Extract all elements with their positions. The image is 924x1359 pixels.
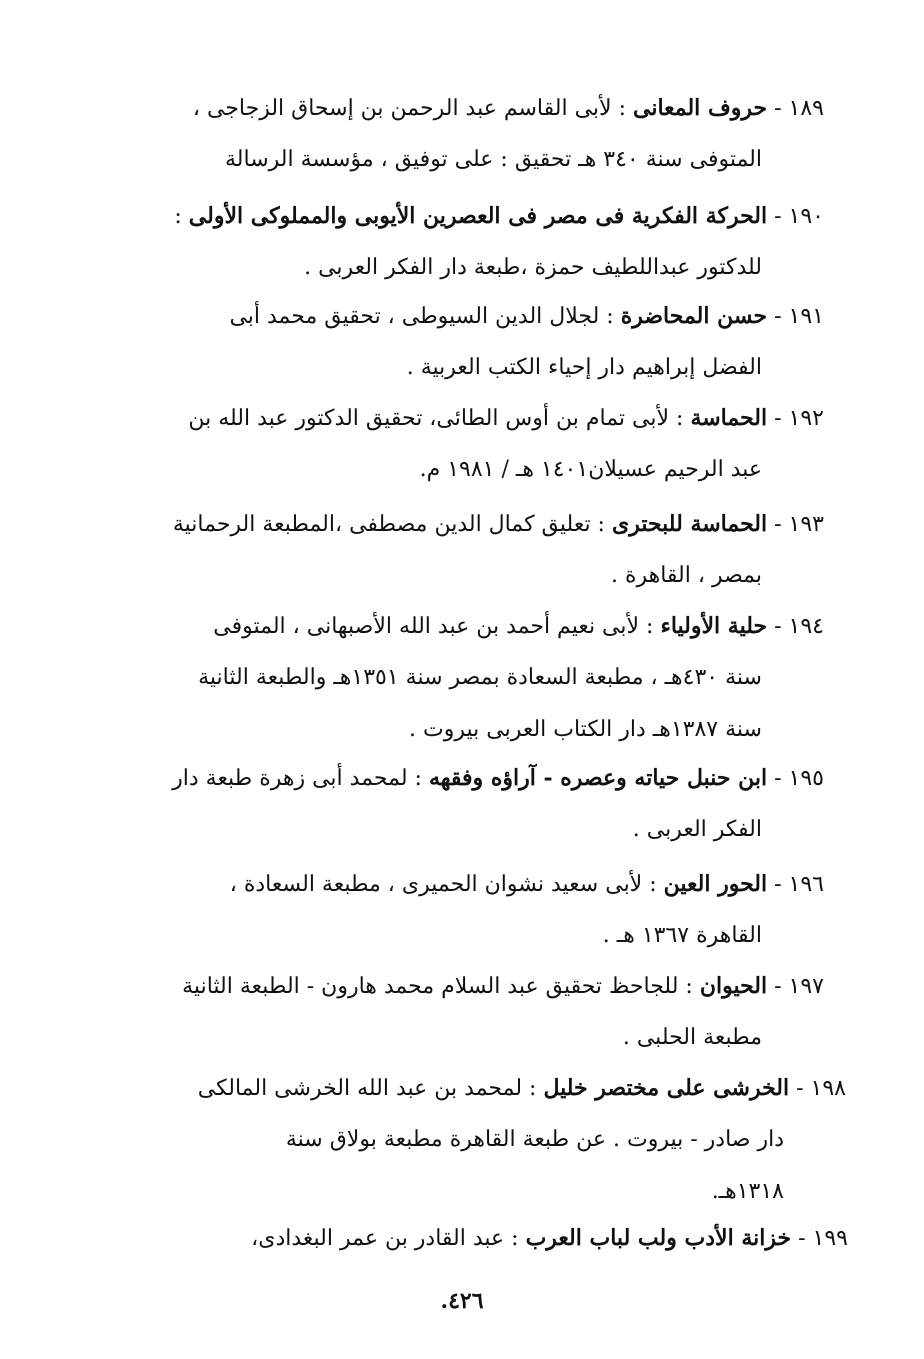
entry-first-line: [134, 960, 824, 1012]
entry-title: الحركة الفكرية فى مصر فى العصرين الأيوبى والمملوكى الأولى: [188, 203, 768, 229]
entry-text: : لجلال الدين السيوطى ، تحقيق محمد أبى: [229, 304, 621, 329]
entry-dash: -: [767, 974, 789, 999]
bib-entry-198: [134, 1062, 846, 1218]
entry-dash: -: [767, 406, 789, 431]
entry-number: ١٩٩: [812, 1226, 848, 1251]
entry-dash: -: [767, 204, 789, 229]
entry-number: ١٩٣: [788, 512, 824, 537]
entry-first-line: [134, 290, 824, 342]
entry-dash: -: [789, 1076, 811, 1101]
entry-continuation: بمصر ، القاهرة .: [610, 563, 762, 588]
entry-dash: -: [791, 1226, 813, 1251]
entry-text: :: [174, 204, 189, 229]
bib-entry-197: [134, 960, 824, 1064]
page-number: ٤٢٦.: [440, 1288, 484, 1314]
entry-title: حروف المعانى: [632, 95, 768, 121]
entry-number: ١٩٧: [788, 974, 824, 999]
entry-title: خزانة الأدب ولب لباب العرب: [525, 1225, 792, 1251]
entry-first-line: [134, 498, 824, 550]
entry-first-line: [134, 1212, 848, 1264]
entry-first-line: [134, 600, 824, 652]
entry-first-line: [134, 190, 824, 242]
entry-dash: -: [767, 304, 789, 329]
entry-continuation: القاهرة ١٣٦٧ هـ .: [602, 923, 762, 948]
entry-continuation: للدكتور عبداللطيف حمزة ،طبعة دار الفكر العربى .: [304, 255, 762, 280]
entry-number: ١٩٤: [788, 614, 824, 639]
entry-text: : عبد القادر بن عمر البغدادى،: [251, 1226, 526, 1251]
entry-text: : تعليق كمال الدين مصطفى ،المطبعة الرحمانية: [172, 512, 612, 537]
entry-title: الخرشى على مختصر خليل: [543, 1075, 790, 1101]
entry-title: الحيوان: [699, 973, 768, 999]
entry-text: : لأبى نعيم أحمد بن عبد الله الأصبهانى ، المتوفى: [213, 614, 661, 639]
entry-text: : لأبى تمام بن أوس الطائى، تحقيق الدكتور عبد الله بن: [188, 406, 691, 431]
entry-first-line: [134, 82, 824, 134]
entry-first-line: [134, 752, 824, 804]
entry-text: : لأبى القاسم عبد الرحمن بن إسحاق الزجاجى ،: [192, 96, 633, 121]
bib-entry-189: [134, 82, 824, 186]
bib-entry-195: [134, 752, 824, 856]
entry-number: ١٩٨: [810, 1076, 846, 1101]
entry-first-line: [134, 858, 824, 910]
entry-dash: -: [767, 766, 789, 791]
entry-text: : لأبى سعيد نشوان الحميرى ، مطبعة السعادة ،: [229, 872, 664, 897]
entry-continuation: دار صادر - بيروت . عن طبعة القاهرة مطبعة بولاق سنة: [285, 1127, 784, 1152]
entry-number: ١٩٢: [788, 406, 824, 431]
entry-title: الحماسة للبحترى: [611, 511, 768, 537]
entry-continuation: المتوفى سنة ٣٤٠ هـ تحقيق : على توفيق ، مؤسسة الرسالة: [225, 147, 762, 172]
entry-title: الحماسة: [690, 405, 768, 431]
entry-first-line: [134, 392, 824, 444]
bib-entry-199: [134, 1212, 848, 1264]
entry-text: : لمحمد أبى زهرة طبعة دار: [172, 766, 429, 791]
entry-title: حلية الأولياء: [660, 613, 768, 639]
entry-continuation: مطبعة الحلبى .: [622, 1025, 762, 1050]
bib-entry-190: [134, 190, 824, 294]
bib-entry-192: [134, 392, 824, 496]
entry-continuation: ١٣١٨هـ.: [711, 1179, 784, 1204]
entry-number: ١٩٠: [788, 204, 824, 229]
entry-title: ابن حنبل حياته وعصره - آراؤه وفقهه: [428, 765, 768, 791]
entry-continuation: سنة ١٣٨٧هـ دار الكتاب العربى بيروت .: [409, 717, 762, 742]
entry-number: ١٩٥: [788, 766, 824, 791]
entry-title: الحور العين: [663, 871, 768, 897]
entry-dash: -: [767, 614, 789, 639]
entry-continuation: عبد الرحيم عسيلان١٤٠١ هـ / ١٩٨١ م.: [419, 457, 762, 482]
entry-continuation: الفضل إبراهيم دار إحياء الكتب العربية .: [406, 355, 762, 380]
entry-number: ١٨٩: [788, 96, 824, 121]
entry-dash: -: [767, 512, 789, 537]
bib-entry-196: [134, 858, 824, 962]
bib-entry-193: [134, 498, 824, 602]
bib-entry-194: [134, 600, 824, 756]
entry-number: ١٩٦: [788, 872, 824, 897]
bib-entry-191: [134, 290, 824, 394]
entry-number: ١٩١: [788, 304, 824, 329]
entry-title: حسن المحاضرة: [620, 303, 768, 329]
entry-dash: -: [767, 872, 789, 897]
entry-text: : لمحمد بن عبد الله الخرشى المالكى: [197, 1076, 544, 1101]
entry-continuation: سنة ٤٣٠هـ ، مطبعة السعادة بمصر سنة ١٣٥١هـ والطبعة الثانية: [198, 665, 762, 690]
entry-dash: -: [767, 96, 789, 121]
entry-first-line: [134, 1062, 846, 1114]
entry-text: : للجاحظ تحقيق عبد السلام محمد هارون - الطبعة الثانية: [182, 974, 700, 999]
entry-continuation: الفكر العربى .: [632, 817, 762, 842]
